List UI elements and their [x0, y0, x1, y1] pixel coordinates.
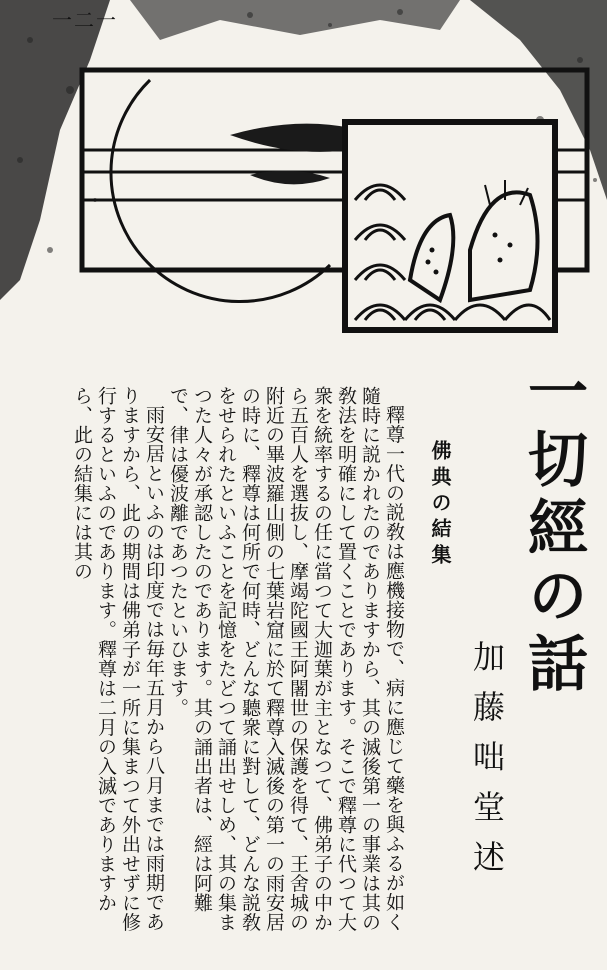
article-body [58, 386, 406, 946]
article-author: 加藤咄堂述 [468, 640, 506, 890]
landscape-woodcut-image [0, 0, 607, 350]
page-number: 一二一 [52, 8, 118, 32]
article-title: 一切經の話 [518, 360, 588, 700]
header-illustration [0, 0, 607, 350]
body-paragraph: 雨安居といふのは印度では毎年五月から八月までは雨期でありますから、此の期間は佛弟子が一所に集まつて外出せずに修行するといふのであります。釋尊は二月の入滅でありますから、此の結集には其の [71, 386, 165, 932]
section-heading: 佛典の結集 [428, 440, 452, 570]
body-paragraph: 釋尊一代の説敎は應機接物で、病に應じて藥を與ふるが如く隨時に説かれたのでありますから、其の滅後第一の事業は其の敎法を明確にして置くことであります。そこで釋尊に代つて大衆を統率するの任に當つて大迦葉が主となつて、佛弟子の中から五百人を選抜し、摩竭陀國王阿闍世の保護を得て、王舍城の附近の畢波羅山側の七葉岩窟に於て釋尊入滅後の第一の雨安居の時に、釋尊は何所で何時、どんな聽衆に對して、どんな説敎をせられたといふことを記憶をたどつて誦出せしめ、其の集まつた人々が承認したのであります。其の誦出者は、經は阿難で、律は優波離であつたといひます。 [167, 386, 405, 932]
